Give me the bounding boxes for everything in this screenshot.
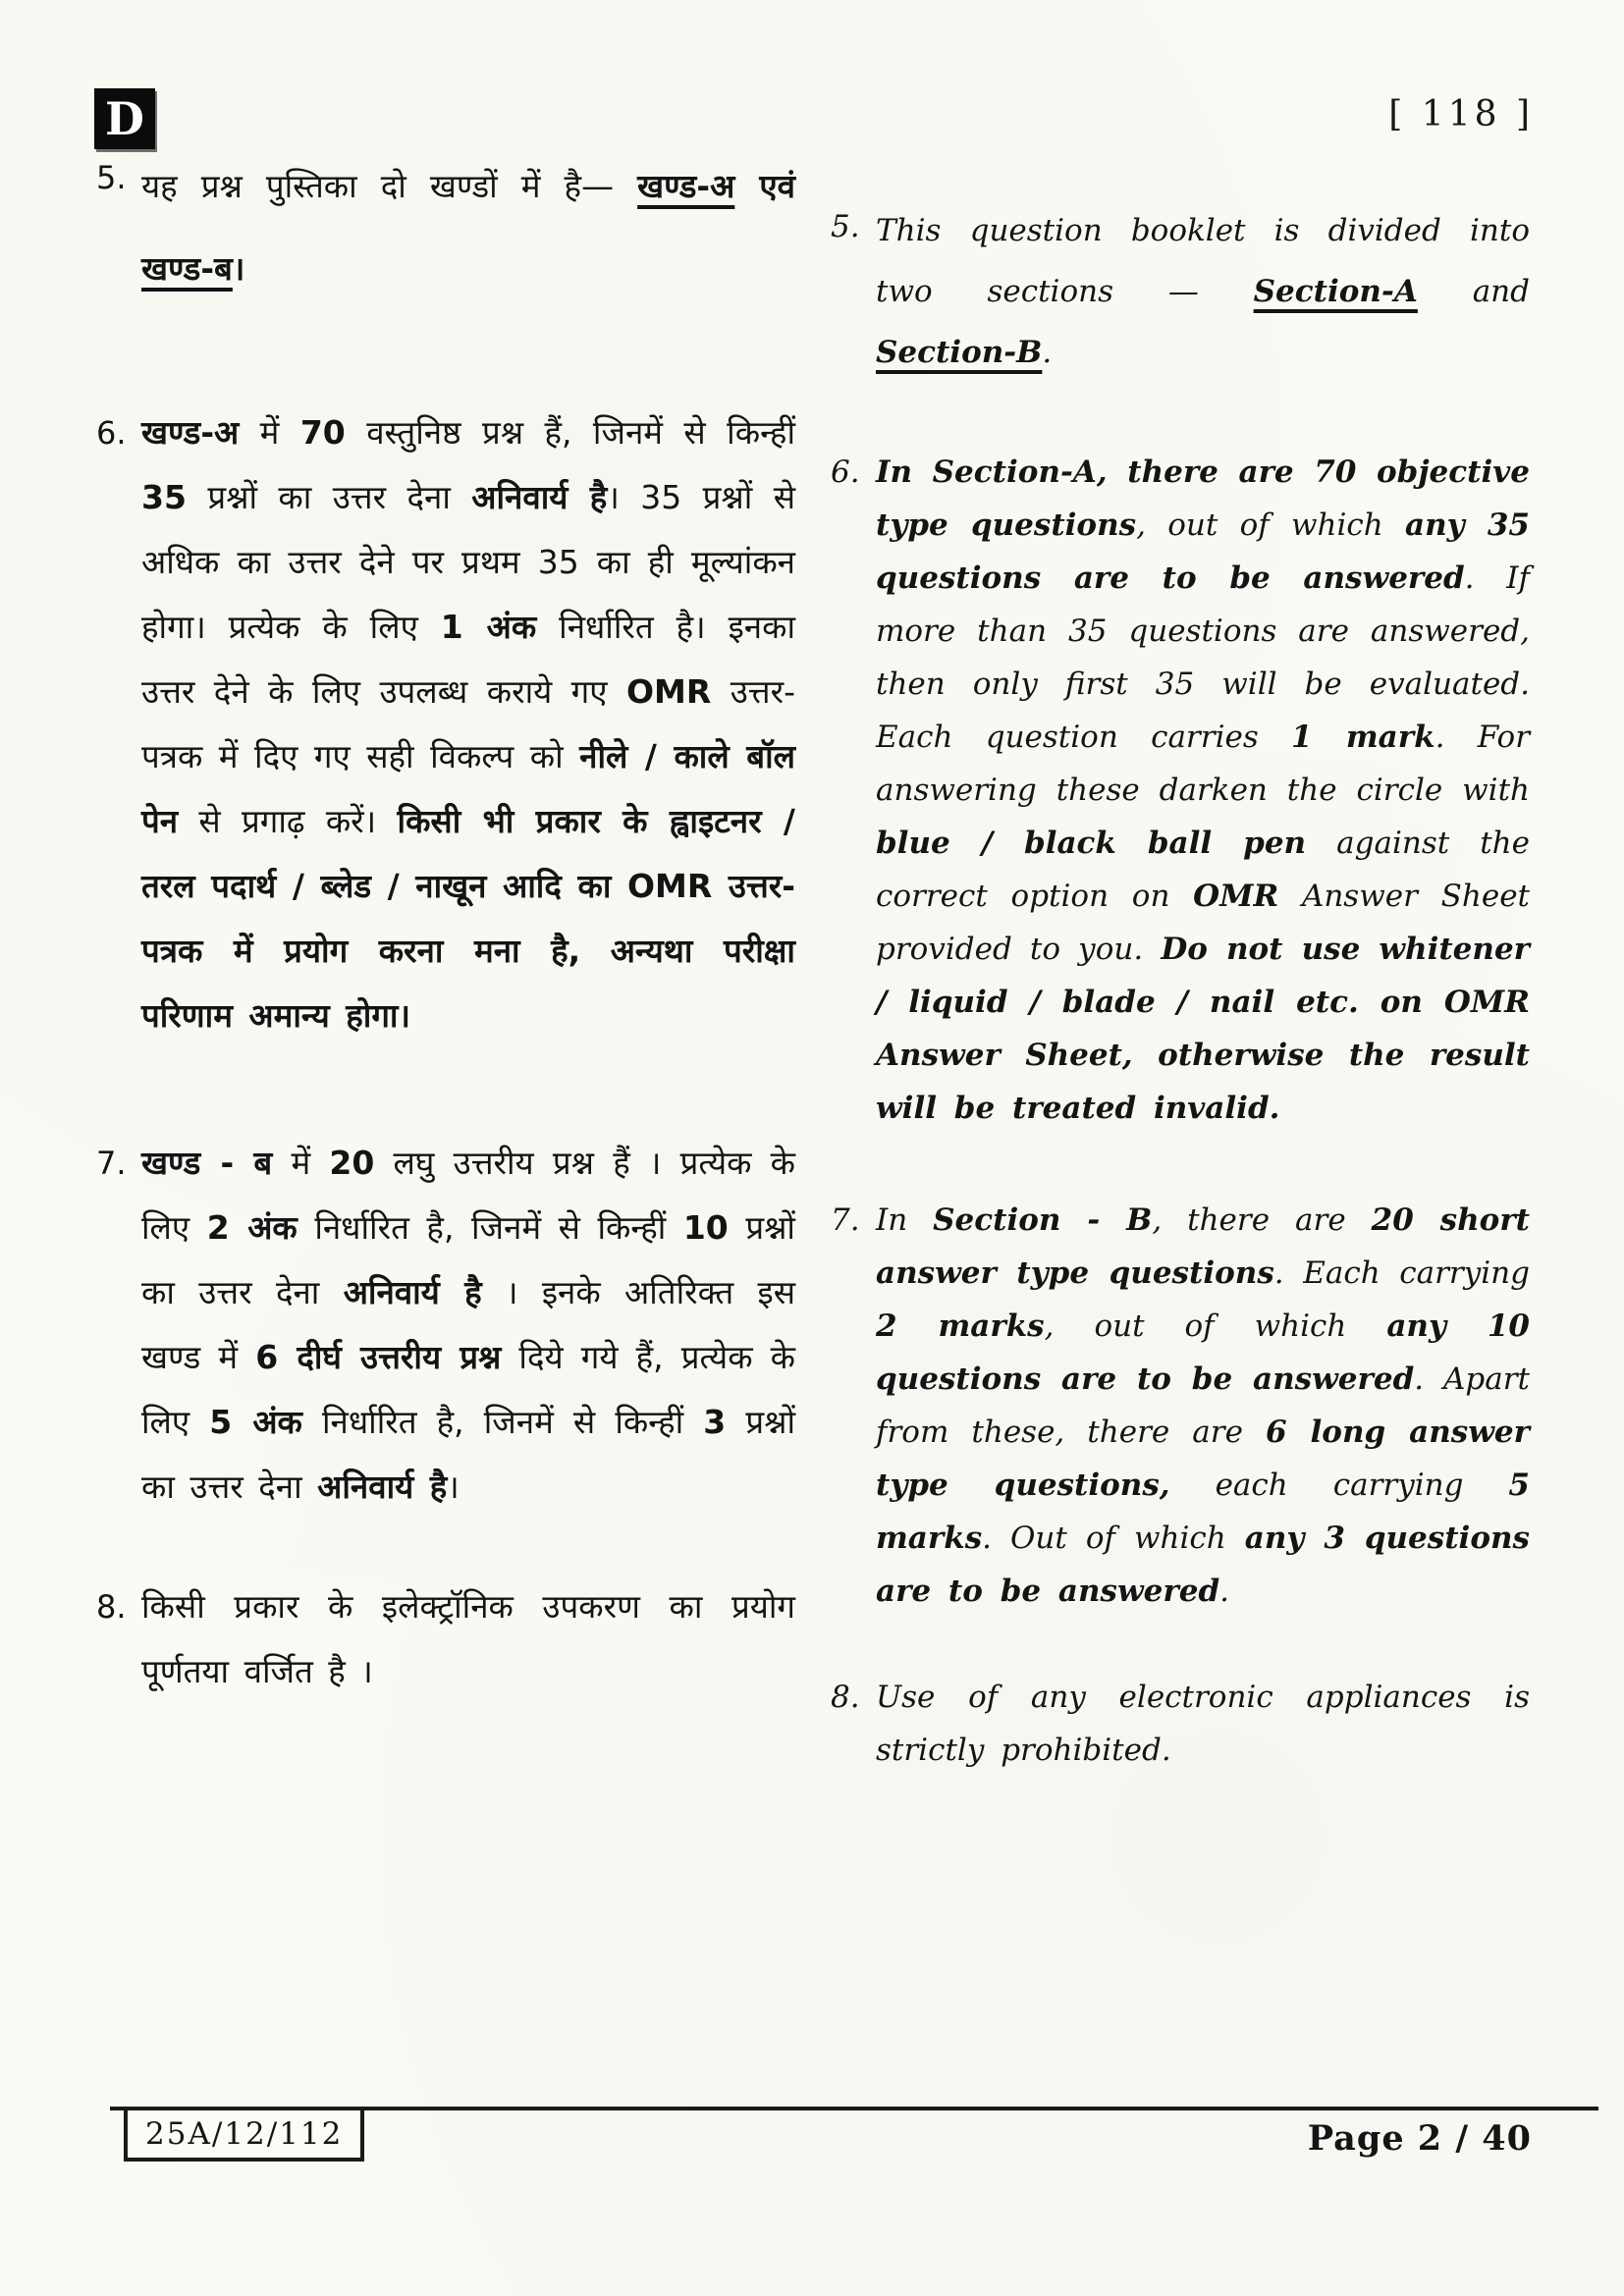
- english-column: [831, 145, 1530, 1777]
- page-number-label: Page 2 / 40: [1307, 2118, 1532, 2159]
- hindi-instruction-8: [96, 1575, 795, 1704]
- item-text: This question booklet is divided into two sections — Section-A and Section-B.: [876, 213, 1530, 370]
- hindi-instruction-7: [96, 1131, 795, 1520]
- english-instruction-5: [831, 200, 1530, 383]
- hindi-instruction-6: [96, 400, 795, 1048]
- instructions-columns: [96, 145, 1530, 1777]
- item-number: 8.: [96, 1588, 127, 1626]
- item-text: किसी प्रकार के इलेक्ट्रॉनिक उपकरण का प्रयोग पूर्णतया वर्जित है ।: [141, 1587, 795, 1690]
- item-number: 6.: [831, 454, 860, 490]
- item-text: खण्ड - ब में 20 लघु उत्तरीय प्रश्न हैं । प्रत्येक के लिए 2 अंक निर्धारित है, जिनमें से किन्हीं 10 प्रश्नों का उत्तर देना अनिवार्य है । इनके अतिरिक्त इस खण्ड में 6 दीर्घ उत्तरीय प्रश्न दिये गये हैं, प्रत्येक के लिए 5 अंक निर्धारित है, जिनमें से किन्हीं 3 प्रश्नों का उत्तर देना अनिवार्य है।: [141, 1144, 795, 1506]
- hindi-column: [96, 145, 795, 1777]
- item-number: 7.: [831, 1202, 860, 1238]
- item-text: In Section - B, there are 20 short answer type questions. Each carrying 2 marks, out of which any 10 questions are to be answered. Apart from these, there are 6 long answer type questions, each carrying 5 marks. Out of which any 3 questions are to be answered.: [876, 1202, 1530, 1609]
- item-text: यह प्रश्न पुस्तिका दो खण्डों में है— खण्ड-अ एवं खण्ड-ब।: [141, 167, 795, 288]
- item-number: 6.: [96, 414, 127, 452]
- booklet-series-code: 25A/12/112: [124, 2107, 364, 2162]
- item-number: 7.: [96, 1145, 127, 1182]
- hindi-instruction-5: [96, 145, 795, 310]
- item-number: 8.: [831, 1680, 860, 1715]
- item-text: In Section-A, there are 70 objective type questions, out of which any 35 questions are to be answered. If more than 35 questions are answered, then only first 35 will be evaluated. Each question carries 1 mark. For answering these darken the circle with blue / black ball pen against the correct option on OMR Answer Sheet provided to you. Do not use whitener / liquid / blade / nail etc. on OMR Answer Sheet, otherwise the result will be treated invalid.: [876, 454, 1531, 1126]
- english-instruction-7: [831, 1194, 1530, 1618]
- item-number: 5.: [831, 209, 860, 244]
- paper-number: [ 118 ]: [1388, 94, 1534, 134]
- booklet-code-badge: D: [94, 88, 155, 149]
- english-instruction-8: [831, 1671, 1530, 1777]
- item-text: Use of any electronic appliances is strictly prohibited.: [876, 1680, 1530, 1768]
- item-number: 5.: [96, 159, 127, 196]
- english-instruction-6: [831, 446, 1530, 1135]
- item-text: खण्ड-अ में 70 वस्तुनिष्ठ प्रश्न हैं, जिनमें से किन्हीं 35 प्रश्नों का उत्तर देना अनिवार्य है। 35 प्रश्नों से अधिक का उत्तर देने पर प्रथम 35 का ही मूल्यांकन होगा। प्रत्येक के लिए 1 अंक निर्धारित है। इनका उत्तर देने के लिए उपलब्ध कराये गए OMR उत्तर-पत्रक में दिए गए सही विकल्प को नीले / काले बॉल पेन से प्रगाढ़ करें। किसी भी प्रकार के ह्वाइटनर / तरल पदार्थ / ब्लेड / नाखून आदि का OMR उत्तर-पत्रक में प्रयोग करना मना है, अन्यथा परीक्षा परिणाम अमान्य होगा।: [141, 413, 796, 1035]
